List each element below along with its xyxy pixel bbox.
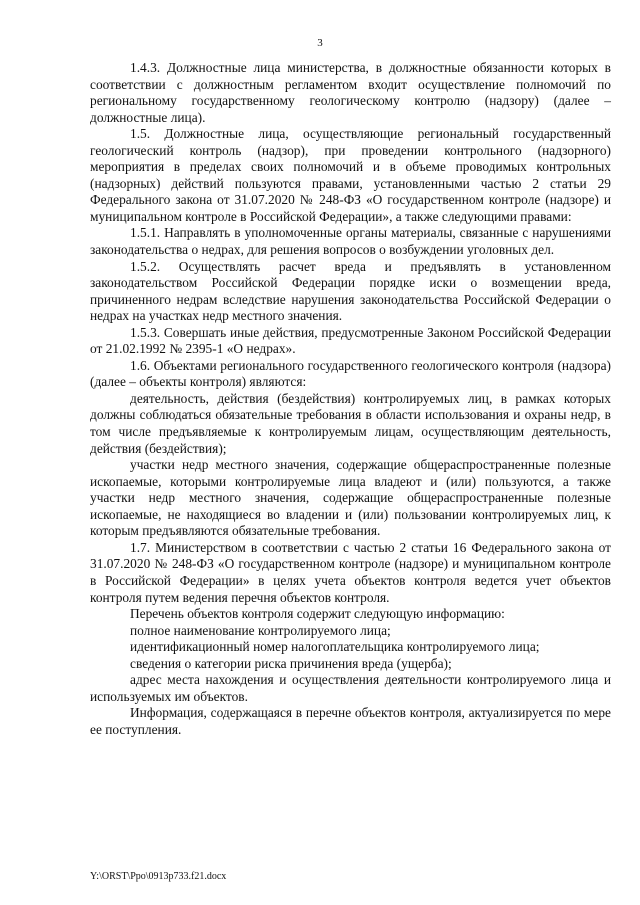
paragraph-list-intro: Перечень объектов контроля содержит следующую информацию: bbox=[130, 606, 505, 622]
list-item-risk-category: сведения о категории риска причинения вреда (ущерба); bbox=[130, 655, 452, 671]
paragraph-1-6: 1.6. Объектами регионального государственного геологического контроля (надзора) (далее – объекты контроля) являются: bbox=[90, 357, 611, 390]
list-item-inn: идентификационный номер налогоплательщика контролируемого лица; bbox=[130, 639, 540, 655]
paragraph-1-4-3: 1.4.3. Должностные лица министерства, в должностные обязанности которых в соответствии с должностным регламентом входит осуществление полномочий по региональному государственному геологическому контролю (надзору) (далее – должностные лица). bbox=[90, 60, 611, 125]
list-item-full-name: полное наименование контролируемого лица; bbox=[130, 622, 391, 638]
footer-file-path: Y:\ORST\Ppo\0913p733.f21.docx bbox=[90, 871, 227, 882]
paragraph-objects-subsoil: участки недр местного значения, содержащие общераспространенные полезные ископаемые, которыми контролируемые лица владеют и (или) пользуются, а также участки недр местного значения, содержащие общераспространенные полезные ископаемые, не находящиеся во владении и (или) пользовании контролируемых лиц, к которым предъявляются обязательные требования. bbox=[90, 457, 611, 539]
paragraph-objects-activity: деятельность, действия (бездействия) контролируемых лиц, в рамках которых должны соблюдаться обязательные требования в области использования и охраны недр, в том числе предъявляемые к контролируемым лицам, осуществляющим деятельность, действия (бездействия); bbox=[90, 390, 611, 456]
document-body bbox=[90, 60, 611, 738]
paragraph-1-5-2: 1.5.2. Осуществлять расчет вреда и предъявлять в установленном законодательством Российской Федерации порядке иски о возмещении вреда, причиненного недрам вследствие нарушения законодательства Российской Федерации о недрах на участках недр местного значения. bbox=[90, 258, 611, 324]
paragraph-1-7: 1.7. Министерством в соответствии с частью 2 статьи 16 Федерального закона от 31.07.2020 № 248-ФЗ «О государственном контроле (надзоре) и муниципальном контроле в Российской Федерации» в целях учета объектов контроля ведется учет объектов контроля путем ведения перечня объектов контроля. bbox=[90, 539, 611, 605]
paragraph-1-5-3: 1.5.3. Совершать иные действия, предусмотренные Законом Российской Федерации от 21.02.1992 № 2395-1 «О недрах». bbox=[90, 324, 611, 357]
paragraph-1-5-1: 1.5.1. Направлять в уполномоченные органы материалы, связанные с нарушениями законодательства о недрах, для решения вопросов о возбуждении уголовных дел. bbox=[90, 225, 611, 258]
list-item-address: адрес места нахождения и осуществления деятельности контролируемого лица и используемых им объектов. bbox=[90, 672, 611, 704]
paragraph-update-info: Информация, содержащаяся в перечне объектов контроля, актуализируется по мере ее поступления. bbox=[90, 705, 611, 737]
paragraph-1-5: 1.5. Должностные лица, осуществляющие региональный государственный геологический контроль (надзор), при проведении контрольного (надзорного) мероприятия в пределах своих полномочий и в объеме проводимых контрольных (надзорных) действий пользуются правами, установленными частью 2 статьи 29 Федерального закона от 31.07.2020 № 248-ФЗ «О государственном контроле (надзоре) и муниципальном контроле в Российской Федерации», а также следующими правами: bbox=[90, 126, 611, 224]
page-number: 3 bbox=[317, 37, 323, 49]
